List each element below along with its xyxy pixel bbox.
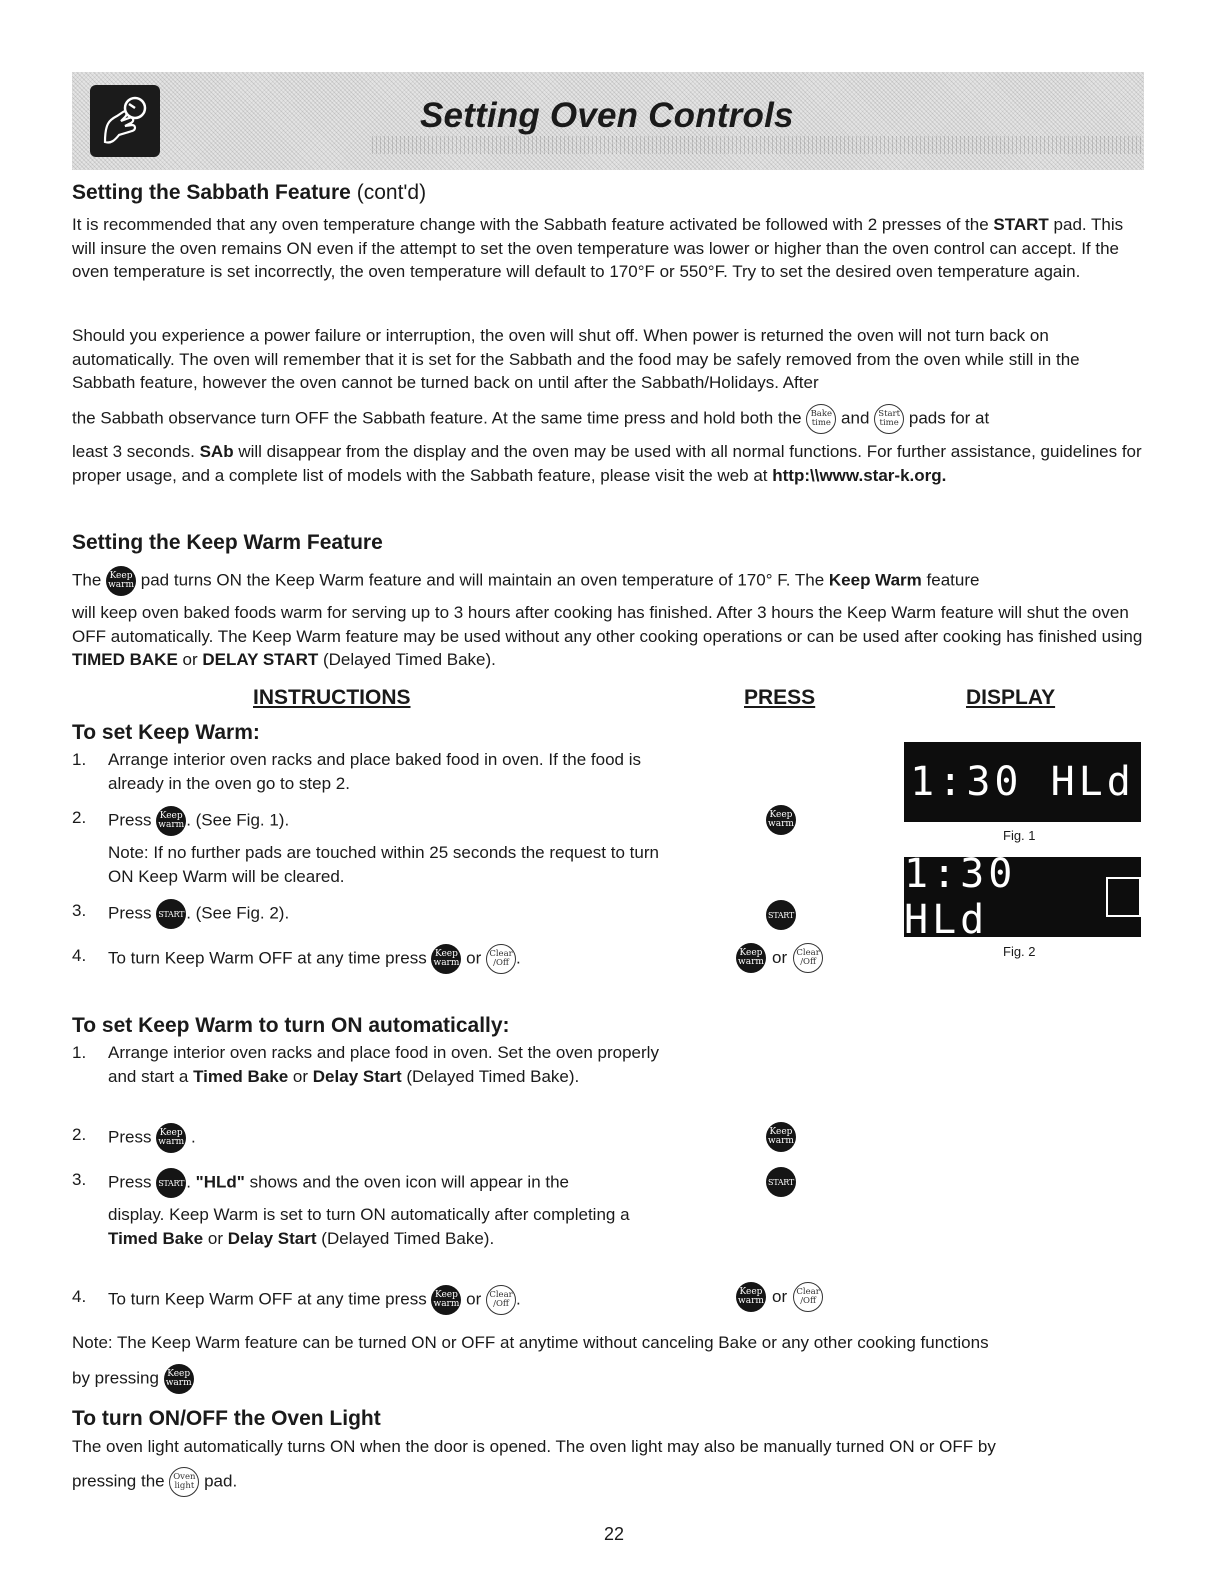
- instructions-column-header: INSTRUCTIONS: [253, 686, 411, 709]
- start-time-button-icon: Start time: [874, 404, 904, 434]
- keep-warm-button-icon: Keep warm: [164, 1364, 194, 1394]
- sabbath-paragraph-1: It is recommended that any oven temperature change with the Sabbath feature activated be followed with 2 presses of the START pad. This will insure the oven remains ON even if the attempt to set the oven temperature was lower or higher than the oven control can accept. If the oven temperature is set incorrectly, the oven temperature will default to 170°F or 550°F. Try to set the desired oven temperature again.: [72, 215, 1124, 281]
- page-title: Setting Oven Controls: [420, 96, 794, 135]
- sabbath-heading: Setting the Sabbath Feature (cont'd): [72, 181, 427, 204]
- bake-time-button-icon: Bake time: [806, 404, 836, 434]
- oven-light-button-icon: Oven light: [169, 1467, 199, 1497]
- header-stripe: [372, 136, 1144, 154]
- display-fig-1: [904, 742, 1141, 822]
- press-keep-warm-or-clear: Keep warm or Clear /Off: [736, 943, 823, 973]
- page-number: 22: [604, 1524, 625, 1544]
- keep-warm-button-icon: Keep warm: [766, 805, 796, 835]
- keep-warm-button-icon: Keep warm: [736, 943, 766, 973]
- keep-warm-paragraph-1: The Keep warm pad turns ON the Keep Warm feature and will maintain an oven temperature of 170° F. The Keep Warm feature: [72, 566, 1144, 596]
- start-button-icon: START: [766, 900, 796, 930]
- keep-warm-button-icon: Keep warm: [156, 1123, 186, 1153]
- keep-warm-button-icon: Keep warm: [156, 806, 186, 836]
- display-fig-1-readout: 1:30 HLd: [910, 759, 1135, 805]
- press-start-auto: [766, 1167, 796, 1197]
- star-k-link: http:\\www.star-k.org.: [772, 465, 947, 485]
- keep-warm-paragraph-2: will keep oven baked foods warm for serving up to 3 hours after cooking has finished. After 3 hours the Keep Warm feature will shut the oven OFF automatically. The Keep Warm feature may be used without any other cooking operations or can be used after cooking has finished using TIMED BAKE or DELAY START (Delayed Timed Bake).: [72, 603, 1143, 669]
- keep-warm-button-icon: Keep warm: [766, 1122, 796, 1152]
- sabbath-paragraph-2c: least 3 seconds. SAb will disappear from the display and the oven may be used with all normal functions. For further assistance, guidelines for proper usage, and a complete list of models with the Sabbath feature, please visit the web at http:\\www.star-k.org.: [72, 442, 1142, 485]
- oven-icon: [1106, 877, 1141, 917]
- press-keep-warm: [766, 805, 796, 835]
- start-button-icon: START: [766, 1167, 796, 1197]
- clear-off-button-icon: Clear /Off: [486, 944, 516, 974]
- keep-warm-note-cont: by pressing Keep warm: [72, 1364, 1144, 1394]
- clear-off-button-icon: Clear /Off: [793, 943, 823, 973]
- display-fig-2-readout: 1:30 HLd: [904, 851, 1017, 943]
- press-start: [766, 900, 796, 930]
- keep-warm-button-icon: Keep warm: [431, 944, 461, 974]
- press-keep-warm-or-clear-auto: Keep warm or Clear /Off: [736, 1282, 823, 1312]
- start-button-icon: START: [156, 1168, 186, 1198]
- keep-warm-heading: Setting the Keep Warm Feature: [72, 531, 383, 554]
- fig-2-label: Fig. 2: [1003, 944, 1036, 959]
- sabbath-paragraph-2b: the Sabbath observance turn OFF the Sabbath feature. At the same time press and hold both the Bake time and Start time pads for at: [72, 404, 1144, 434]
- set-keep-warm-heading: To set Keep Warm:: [72, 721, 260, 744]
- keep-warm-note: Note: The Keep Warm feature can be turned ON or OFF at anytime without canceling Bake or any other cooking functions: [72, 1333, 989, 1352]
- keep-warm-button-icon: Keep warm: [736, 1282, 766, 1312]
- clear-off-button-icon: Clear /Off: [486, 1285, 516, 1315]
- fig-1-label: Fig. 1: [1003, 828, 1036, 843]
- oven-light-paragraph-cont: pressing the Oven light pad.: [72, 1467, 1144, 1497]
- display-fig-2: [904, 851, 1141, 943]
- clear-off-button-icon: Clear /Off: [793, 1282, 823, 1312]
- sabbath-paragraph-2: Should you experience a power failure or interruption, the oven will shut off. When power is returned the oven will not turn back on automatically. The oven will remember that it is set for the Sabbath and the food may be safely removed from the oven while still in the Sabbath feature, however the oven cannot be turned back on until after the Sabbath/Holidays. After: [72, 326, 1080, 392]
- press-keep-warm-auto: [766, 1122, 796, 1152]
- oven-light-paragraph: The oven light automatically turns ON when the door is opened. The oven light may also be manually turned ON or OFF by: [72, 1437, 996, 1456]
- keep-warm-button-icon: Keep warm: [431, 1285, 461, 1315]
- oven-light-heading: To turn ON/OFF the Oven Light: [72, 1407, 381, 1430]
- press-column-header: PRESS: [744, 686, 816, 709]
- display-column-header: DISPLAY: [966, 686, 1056, 709]
- keep-warm-button-icon: Keep warm: [106, 566, 136, 596]
- hand-dial-icon: [90, 85, 160, 157]
- start-button-icon: START: [156, 899, 186, 929]
- auto-keep-warm-heading: To set Keep Warm to turn ON automatically:: [72, 1014, 510, 1037]
